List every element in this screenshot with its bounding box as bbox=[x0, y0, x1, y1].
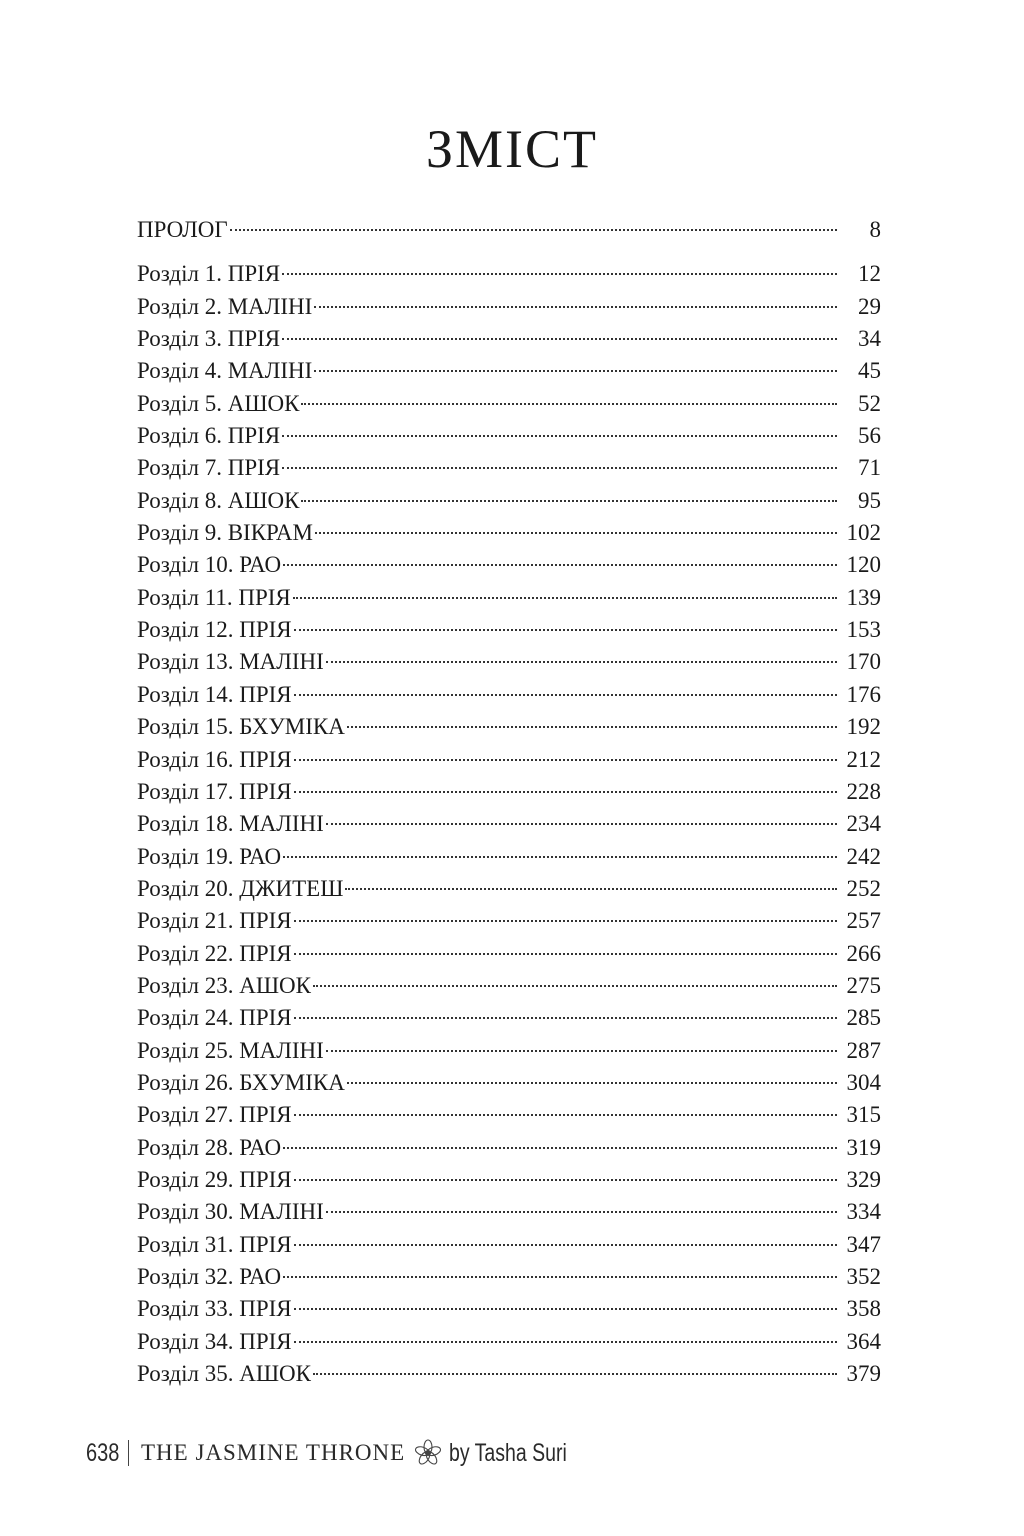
toc-entry bbox=[137, 1293, 881, 1325]
toc-entry-label: Розділ 15. БХУМІКА bbox=[137, 714, 345, 740]
toc-entry-page: 29 bbox=[858, 293, 881, 319]
toc-entry-page: 8 bbox=[869, 217, 881, 242]
toc-entry bbox=[137, 970, 881, 1002]
toc-entry-page: 352 bbox=[846, 1264, 881, 1289]
toc-entry-label: Розділ 14. ПРІЯ bbox=[137, 681, 292, 707]
toc-entry-label: Розділ 3. ПРІЯ bbox=[137, 326, 281, 352]
dot-leader bbox=[315, 532, 837, 534]
toc-entry-page: 379 bbox=[846, 1361, 881, 1387]
toc-entry bbox=[137, 258, 881, 290]
toc-entry bbox=[137, 517, 881, 549]
toc-entry bbox=[137, 549, 881, 581]
toc-entry bbox=[137, 1035, 881, 1067]
toc-entry bbox=[137, 808, 881, 840]
toc-entry-page: 257 bbox=[846, 908, 881, 934]
toc-entry-label: Розділ 23. АШОК bbox=[137, 972, 311, 998]
toc-entry-label: Розділ 11. ПРІЯ bbox=[137, 584, 291, 610]
toc-entry-label: Розділ 33. ПРІЯ bbox=[137, 1296, 292, 1322]
toc-entry-page: 192 bbox=[846, 714, 881, 740]
toc-entry bbox=[137, 711, 881, 743]
toc-entry-label: Розділ 10. РАО bbox=[137, 552, 282, 578]
toc-entry-page: 12 bbox=[858, 261, 881, 287]
footer-book-title: THE JASMINE THRONE bbox=[141, 1440, 406, 1465]
toc-entry-page: 266 bbox=[846, 940, 881, 966]
toc-entry-label: Розділ 1. ПРІЯ bbox=[137, 261, 281, 287]
toc-entry-page: 329 bbox=[846, 1166, 881, 1192]
dot-leader bbox=[347, 726, 837, 728]
jasmine-flower-icon bbox=[411, 1438, 445, 1468]
dot-leader bbox=[283, 564, 837, 566]
table-of-contents bbox=[137, 214, 881, 1390]
toc-entry bbox=[137, 1132, 881, 1164]
toc-entry-page: 234 bbox=[846, 811, 881, 837]
dot-leader bbox=[293, 597, 837, 599]
dot-leader bbox=[294, 1308, 837, 1310]
footer-divider bbox=[128, 1440, 129, 1466]
toc-entry-label: Розділ 27. ПРІЯ bbox=[137, 1102, 292, 1128]
toc-entry bbox=[137, 938, 881, 970]
toc-entry-page: 315 bbox=[846, 1102, 881, 1128]
toc-entry-label: Розділ 25. МАЛІНІ bbox=[137, 1037, 324, 1063]
toc-entry-label: Розділ 22. ПРІЯ bbox=[137, 940, 292, 966]
toc-entry-label: Розділ 26. БХУМІКА bbox=[137, 1069, 345, 1095]
toc-entry bbox=[137, 905, 881, 937]
toc-entry-label: Розділ 18. МАЛІНІ bbox=[137, 811, 324, 837]
toc-entry-label: Розділ 12. ПРІЯ bbox=[137, 617, 292, 643]
dot-leader bbox=[347, 1082, 837, 1084]
toc-entry bbox=[137, 485, 881, 517]
toc-entry bbox=[137, 614, 881, 646]
toc-entry bbox=[137, 679, 881, 711]
toc-entry-label: Розділ 21. ПРІЯ bbox=[137, 908, 292, 934]
toc-entry-page: 242 bbox=[846, 843, 881, 869]
toc-entry-label: Розділ 7. ПРІЯ bbox=[137, 455, 281, 481]
dot-leader bbox=[294, 791, 837, 793]
page-title: ЗМІСТ bbox=[425, 119, 599, 179]
dot-leader bbox=[294, 1017, 837, 1019]
toc-entry-label: Розділ 34. ПРІЯ bbox=[137, 1328, 292, 1354]
toc-entry-page: 228 bbox=[846, 778, 881, 804]
dot-leader bbox=[313, 985, 837, 987]
toc-entry-page: 52 bbox=[858, 390, 881, 416]
toc-entry bbox=[137, 873, 881, 905]
toc-entry-label: Розділ 19. РАО bbox=[137, 843, 282, 869]
toc-entry-page: 285 bbox=[846, 1005, 881, 1031]
toc-entry-label: Розділ 24. ПРІЯ bbox=[137, 1005, 292, 1031]
toc-entry-label: Розділ 13. МАЛІНІ bbox=[137, 649, 324, 675]
toc-entry bbox=[137, 646, 881, 678]
toc-entry-page: 212 bbox=[846, 746, 881, 772]
toc-entry-page: 364 bbox=[846, 1328, 881, 1354]
toc-entry-page: 170 bbox=[846, 649, 881, 675]
toc-entry-label: Розділ 32. РАО bbox=[137, 1264, 282, 1289]
toc-entry-page: 45 bbox=[858, 358, 881, 384]
toc-entry bbox=[137, 420, 881, 452]
dot-leader bbox=[314, 306, 837, 308]
dot-leader bbox=[282, 273, 837, 275]
toc-entry-page: 252 bbox=[846, 875, 881, 901]
toc-entry-page: 71 bbox=[858, 455, 881, 481]
dot-leader bbox=[326, 1211, 837, 1213]
dot-leader bbox=[345, 888, 837, 890]
dot-leader bbox=[283, 856, 837, 858]
toc-entry-label: Розділ 31. ПРІЯ bbox=[137, 1231, 292, 1257]
dot-leader bbox=[314, 370, 837, 372]
toc-entry-label: Розділ 5. АШОК bbox=[137, 390, 300, 416]
dot-leader bbox=[282, 467, 837, 469]
toc-entry-page: 334 bbox=[846, 1199, 881, 1225]
toc-entry-label: Розділ 29. ПРІЯ bbox=[137, 1166, 292, 1192]
toc-entry-page: 139 bbox=[846, 584, 881, 610]
toc-entry-page: 287 bbox=[846, 1037, 881, 1063]
dot-leader bbox=[294, 920, 837, 922]
toc-entry bbox=[137, 388, 881, 420]
toc-entry-label: Розділ 2. МАЛІНІ bbox=[137, 293, 313, 319]
toc-entry bbox=[137, 1358, 881, 1390]
dot-leader bbox=[313, 1373, 837, 1375]
toc-entry-page: 275 bbox=[846, 972, 881, 998]
dot-leader bbox=[230, 229, 837, 231]
toc-entry-page: 120 bbox=[846, 552, 881, 578]
dot-leader bbox=[294, 694, 837, 696]
toc-entry-page: 56 bbox=[858, 423, 881, 449]
dot-leader bbox=[283, 1147, 837, 1149]
toc-entry-label: Розділ 9. ВІКРАМ bbox=[137, 520, 313, 546]
toc-entry-label: Розділ 6. ПРІЯ bbox=[137, 423, 281, 449]
toc-entry-page: 347 bbox=[846, 1231, 881, 1257]
dot-leader bbox=[326, 823, 837, 825]
toc-entry-page: 176 bbox=[846, 681, 881, 707]
toc-entry bbox=[137, 452, 881, 484]
toc-entry-label: Розділ 35. АШОК bbox=[137, 1361, 311, 1387]
toc-entry bbox=[137, 1164, 881, 1196]
toc-entry-page: 319 bbox=[846, 1134, 881, 1160]
dot-leader bbox=[282, 435, 837, 437]
toc-entry-page: 95 bbox=[858, 487, 881, 513]
toc-entry bbox=[137, 1002, 881, 1034]
toc-entry bbox=[137, 1067, 881, 1099]
toc-entry bbox=[137, 841, 881, 873]
toc-entry bbox=[137, 1261, 881, 1293]
dot-leader bbox=[301, 500, 837, 502]
toc-entry-label: Розділ 17. ПРІЯ bbox=[137, 778, 292, 804]
dot-leader bbox=[294, 629, 837, 631]
page-footer bbox=[86, 1436, 600, 1470]
dot-leader bbox=[294, 1179, 837, 1181]
toc-entry-page: 102 bbox=[846, 520, 881, 546]
toc-entry-label: Розділ 8. АШОК bbox=[137, 487, 300, 513]
dot-leader bbox=[294, 1244, 837, 1246]
toc-entry bbox=[137, 323, 881, 355]
toc-entry-label: Розділ 20. ДЖИТЕШ bbox=[137, 875, 344, 901]
dot-leader bbox=[294, 1341, 837, 1343]
toc-entry-prologue bbox=[137, 214, 881, 246]
footer-author: by Tasha Suri bbox=[449, 1438, 567, 1467]
dot-leader bbox=[282, 338, 837, 340]
toc-entry bbox=[137, 776, 881, 808]
toc-entry-page: 304 bbox=[846, 1069, 881, 1095]
toc-entry bbox=[137, 1196, 881, 1228]
toc-entry bbox=[137, 744, 881, 776]
toc-entry-page: 34 bbox=[858, 326, 881, 352]
dot-leader bbox=[294, 953, 837, 955]
toc-entry-label: Розділ 28. РАО bbox=[137, 1134, 282, 1160]
toc-entry bbox=[137, 291, 881, 323]
toc-entry bbox=[137, 582, 881, 614]
toc-entry-label: Розділ 16. ПРІЯ bbox=[137, 746, 292, 772]
toc-entry bbox=[137, 355, 881, 387]
toc-entry-page: 153 bbox=[846, 617, 881, 643]
dot-leader bbox=[301, 403, 837, 405]
dot-leader bbox=[326, 661, 837, 663]
toc-entry-page: 358 bbox=[846, 1296, 881, 1322]
toc-entry-label: Розділ 30. МАЛІНІ bbox=[137, 1199, 324, 1225]
dot-leader bbox=[294, 1114, 837, 1116]
footer-page-number: 638 bbox=[86, 1438, 120, 1467]
toc-entry bbox=[137, 1229, 881, 1261]
dot-leader bbox=[326, 1050, 837, 1052]
toc-entry-label: Розділ 4. МАЛІНІ bbox=[137, 358, 313, 384]
toc-entry bbox=[137, 1099, 881, 1131]
toc-entry bbox=[137, 1326, 881, 1358]
dot-leader bbox=[294, 759, 837, 761]
toc-entry-label: ПРОЛОГ bbox=[137, 217, 228, 242]
dot-leader bbox=[283, 1276, 837, 1278]
